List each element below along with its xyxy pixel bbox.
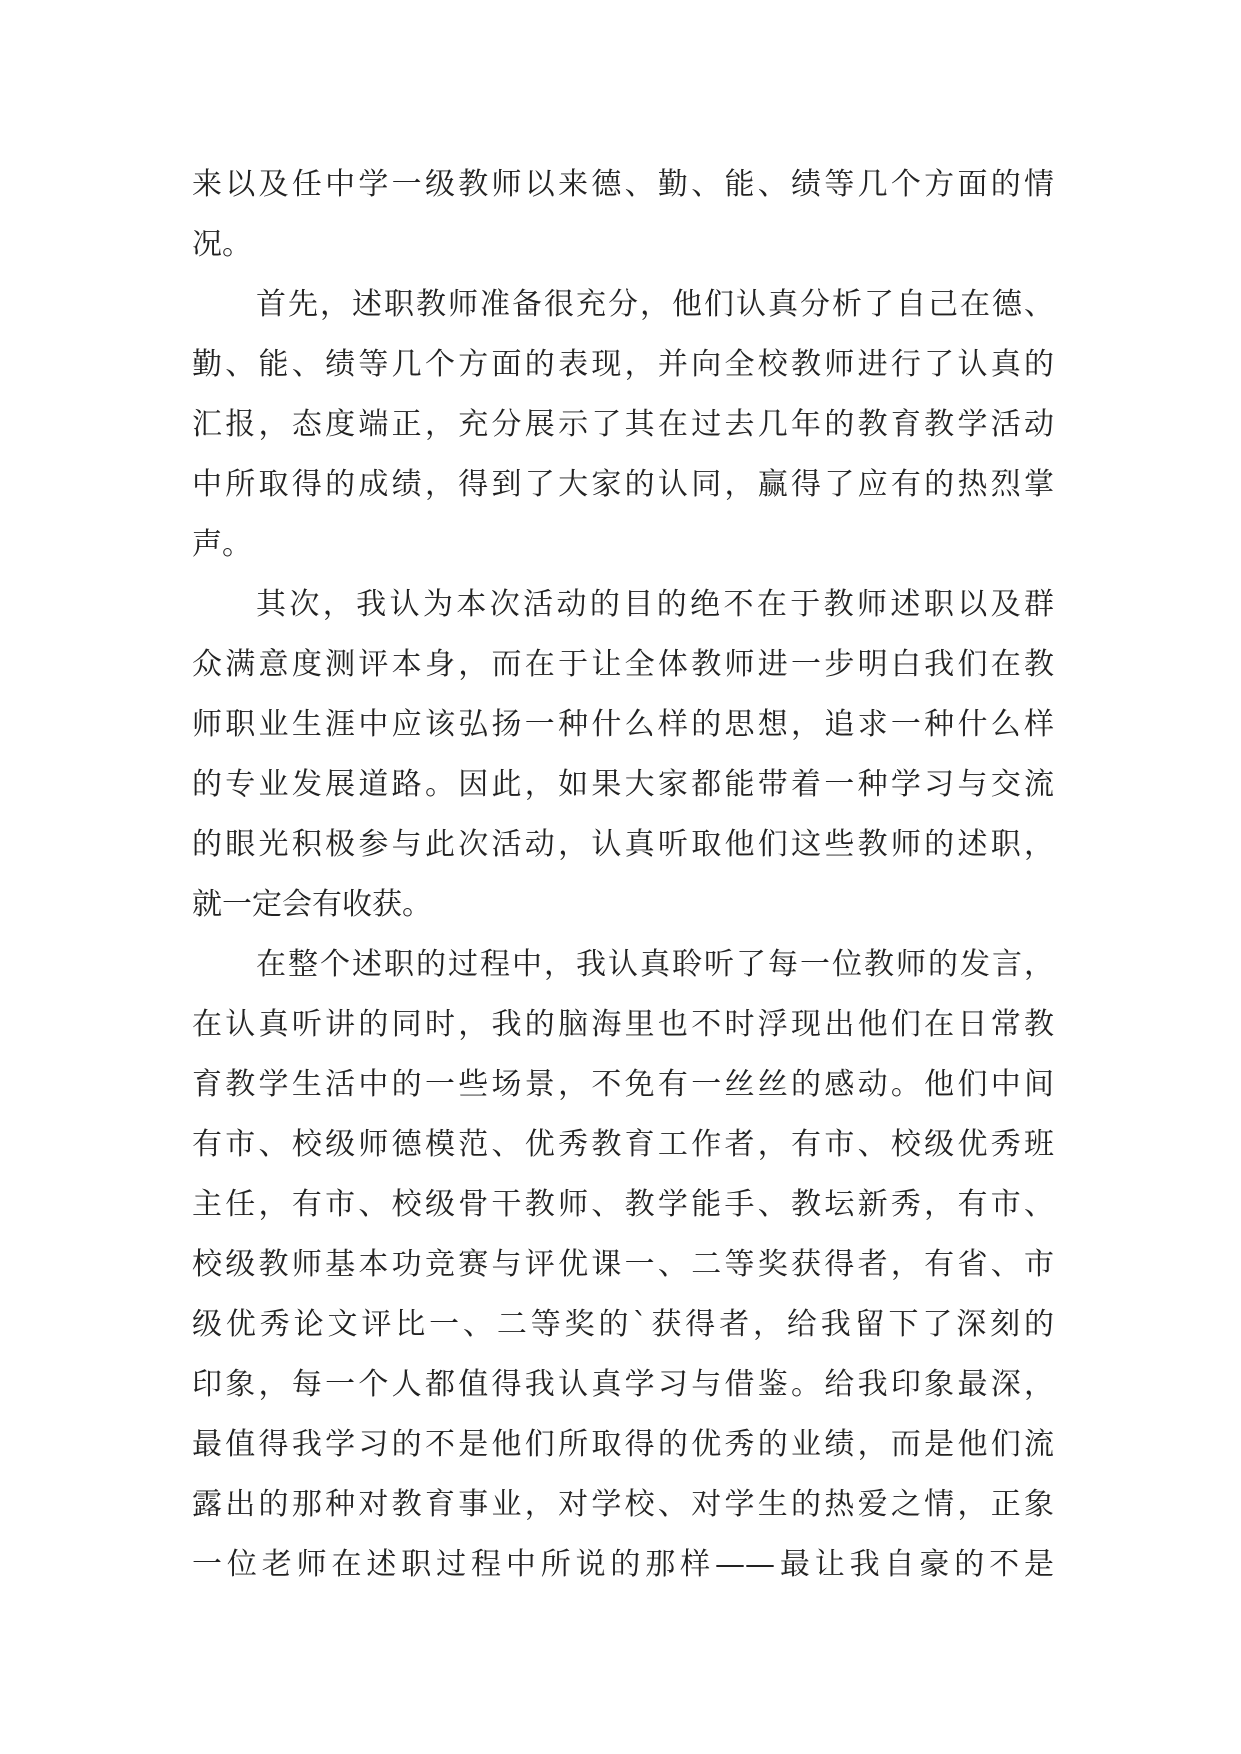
- paragraph-first-line: 首先，述职教师准备很充分，他们认真分析了自己在德、: [256, 287, 1054, 322]
- text-line: 况。: [192, 227, 252, 262]
- paragraph-first-line: 其次，我认为本次活动的目的绝不在于教师述职以及群: [256, 587, 1054, 622]
- text-line: 级优秀论文评比一、二等奖的`获得者，给我留下了深刻的: [192, 1307, 1054, 1342]
- text-line: 主任，有市、校级骨干教师、教学能手、教坛新秀，有市、: [192, 1187, 1054, 1222]
- text-line: 最值得我学习的不是他们所取得的优秀的业绩，而是他们流: [192, 1427, 1054, 1462]
- text-line: 汇报，态度端正，充分展示了其在过去几年的教育教学活动: [192, 407, 1054, 442]
- text-line: 露出的那种对教育事业，对学校、对学生的热爱之情，正象: [192, 1487, 1054, 1522]
- text-line: 的专业发展道路。因此，如果大家都能带着一种学习与交流: [192, 767, 1054, 802]
- text-line: 中所取得的成绩，得到了大家的认同，赢得了应有的热烈掌: [192, 467, 1054, 502]
- text-line: 勤、能、绩等几个方面的表现，并向全校教师进行了认真的: [192, 347, 1054, 382]
- text-line: 就一定会有收获。: [192, 887, 432, 922]
- text-line: 来以及任中学一级教师以来德、勤、能、绩等几个方面的情: [192, 167, 1054, 202]
- text-line: 有市、校级师德模范、优秀教育工作者，有市、校级优秀班: [192, 1127, 1054, 1162]
- text-line: 在认真听讲的同时，我的脑海里也不时浮现出他们在日常教: [192, 1007, 1054, 1042]
- text-line: 声。: [192, 527, 252, 562]
- text-line: 印象，每一个人都值得我认真学习与借鉴。给我印象最深，: [192, 1367, 1054, 1402]
- body-text: [192, 155, 1054, 1595]
- text-line: 校级教师基本功竞赛与评优课一、二等奖获得者，有省、市: [192, 1247, 1054, 1282]
- text-line: 育教学生活中的一些场景，不免有一丝丝的感动。他们中间: [192, 1067, 1054, 1102]
- text-line: 师职业生涯中应该弘扬一种什么样的思想，追求一种什么样: [192, 707, 1054, 742]
- text-line: 众满意度测评本身，而在于让全体教师进一步明白我们在教: [192, 647, 1054, 682]
- text-line: 的眼光积极参与此次活动，认真听取他们这些教师的述职，: [192, 827, 1054, 862]
- paragraph-first-line: 在整个述职的过程中，我认真聆听了每一位教师的发言，: [256, 947, 1054, 982]
- text-line: 一位老师在述职过程中所说的那样——最让我自豪的不是: [192, 1547, 1054, 1582]
